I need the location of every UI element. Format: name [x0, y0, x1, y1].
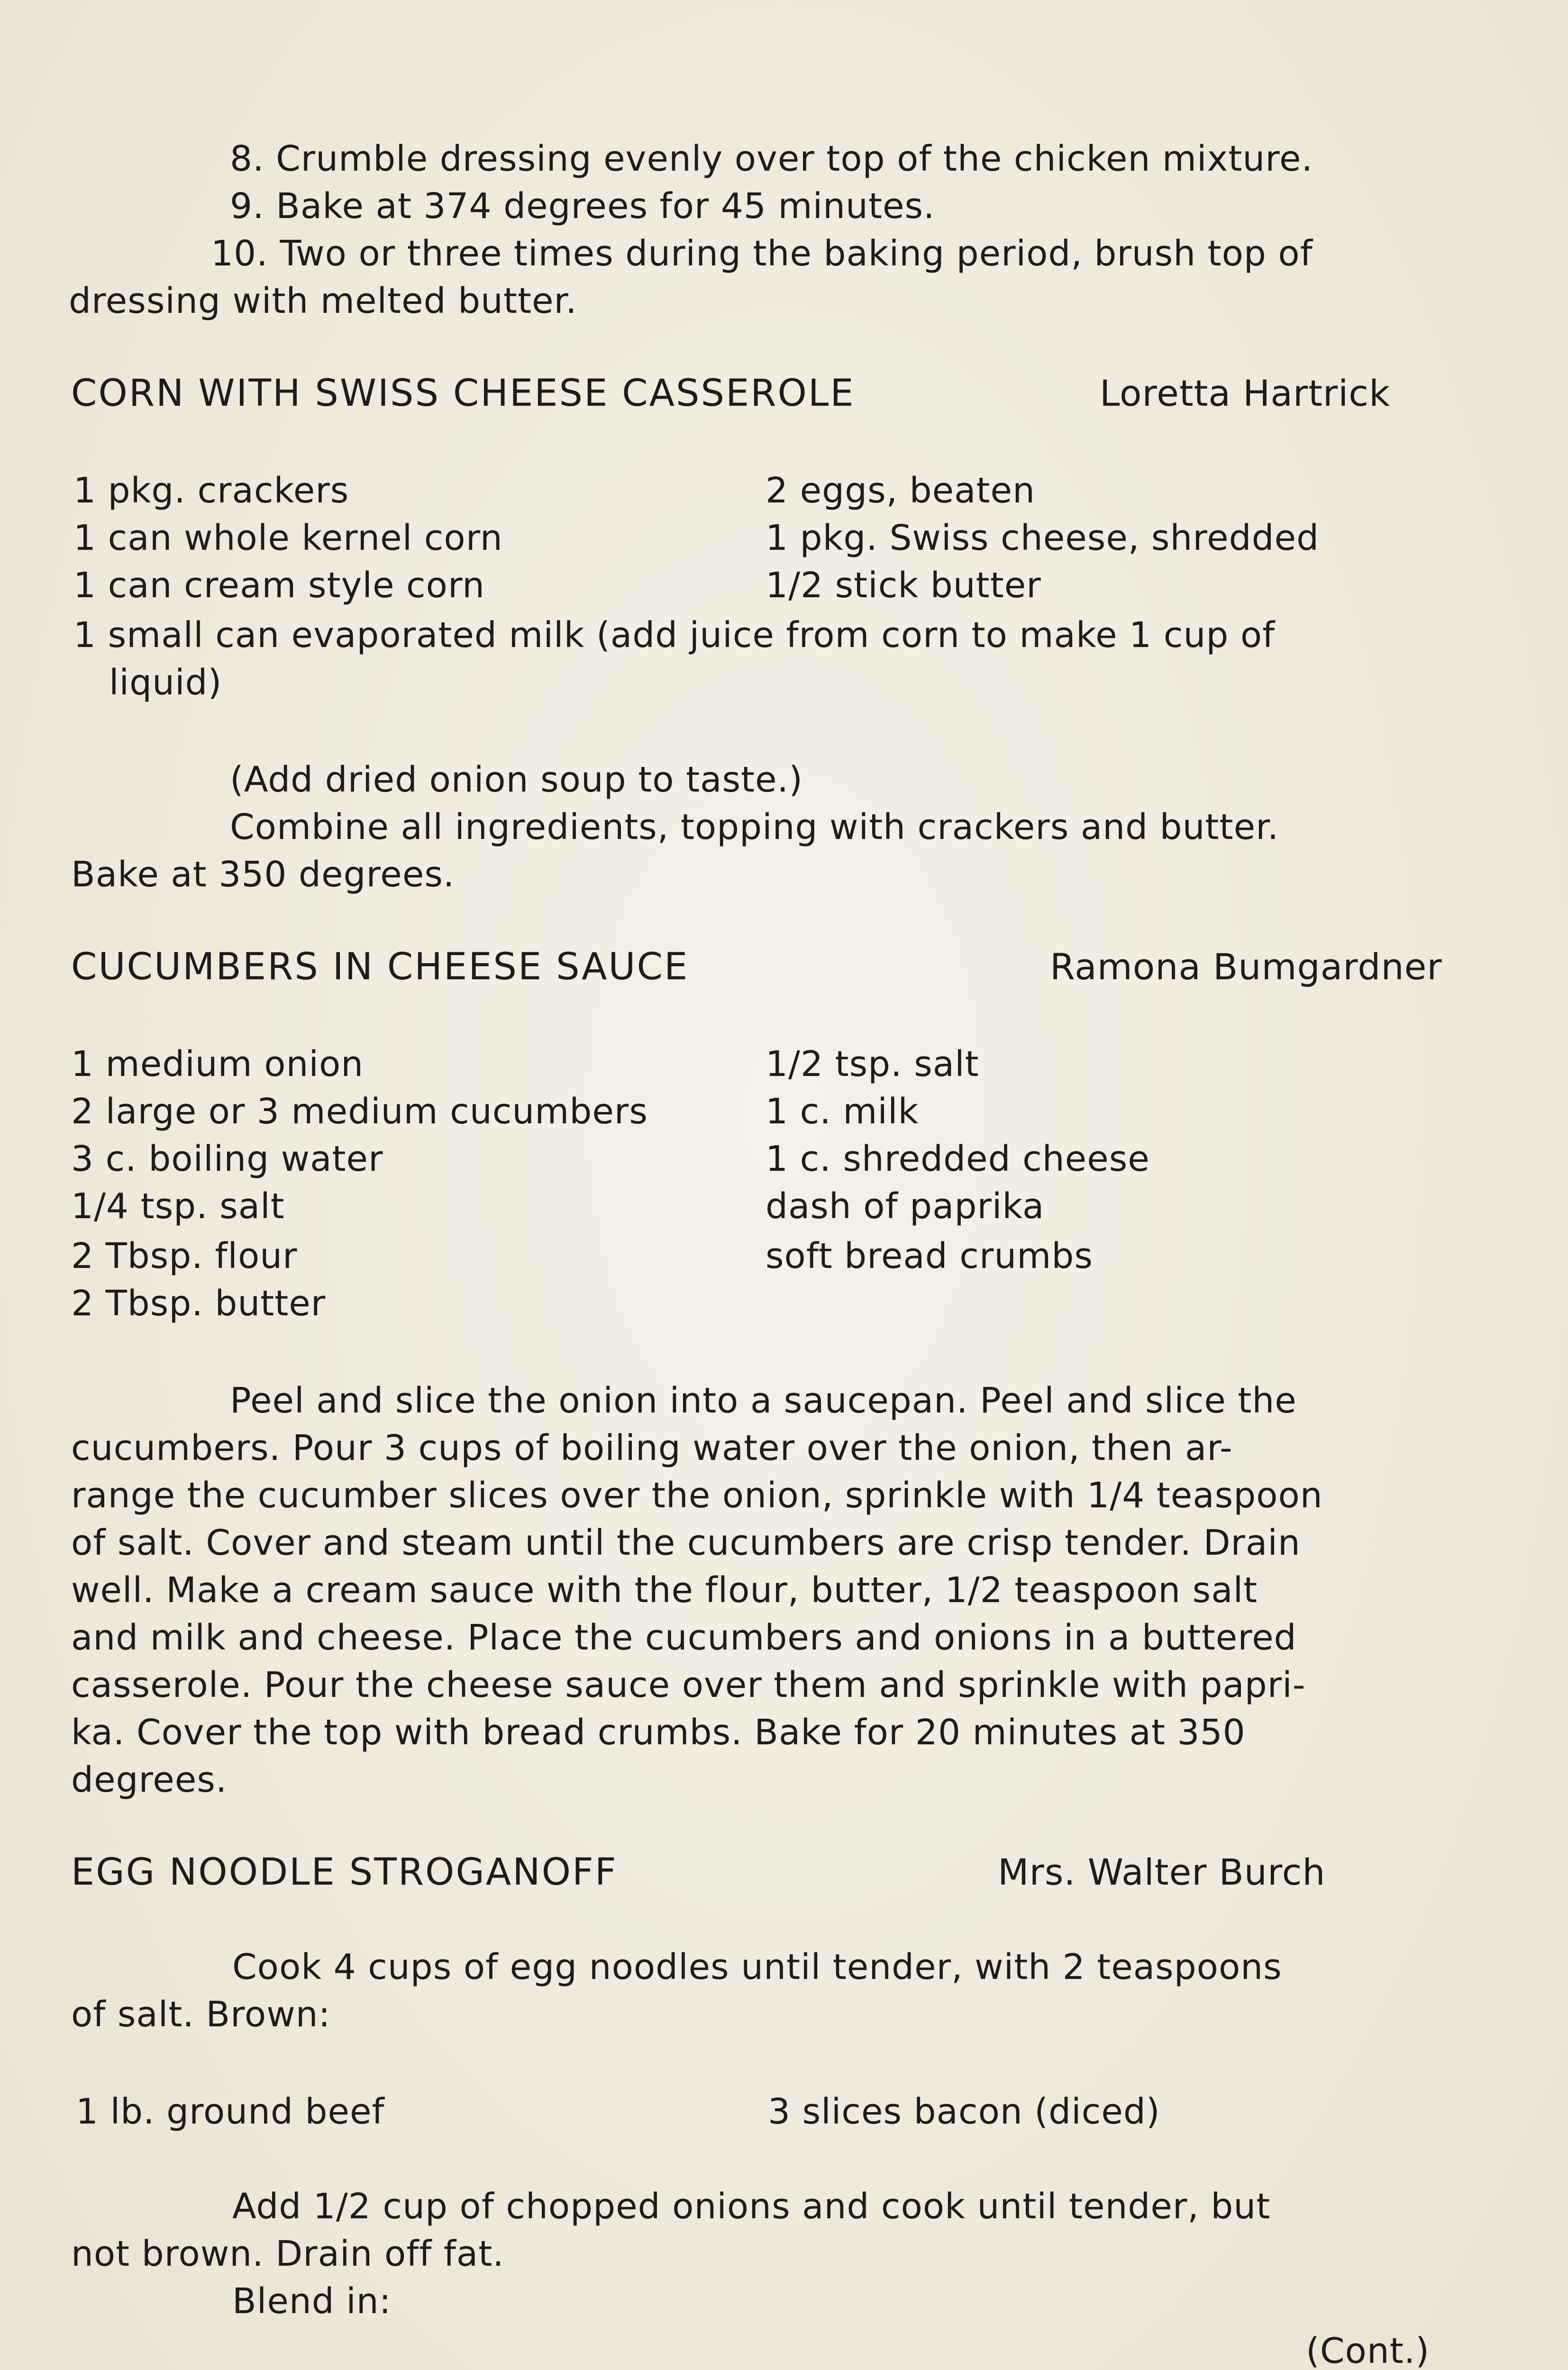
direction: Blend in:: [232, 2281, 392, 2322]
ingredient: 2 large or 3 medium cucumbers: [71, 1091, 648, 1132]
ingredient: 3 c. boiling water: [71, 1139, 383, 1179]
recipe-author: Loretta Hartrick: [1100, 372, 1391, 414]
recipe-title: CORN WITH SWISS CHEESE CASSEROLE: [71, 372, 855, 415]
direction: degrees.: [71, 1759, 228, 1800]
ingredient: 1 c. milk: [766, 1091, 919, 1132]
direction: Add 1/2 cup of chopped onions and cook until tender, but: [232, 2186, 1271, 2227]
intro-step-9: 9. Bake at 374 degrees for 45 minutes.: [230, 186, 935, 227]
direction: Cook 4 cups of egg noodles until tender, with 2 teaspoons: [232, 1947, 1282, 1987]
ingredient: 1 can whole kernel corn: [73, 518, 503, 558]
intro-step-10: 10. Two or three times during the baking period, brush top of: [211, 233, 1313, 274]
direction: (Add dried onion soup to taste.): [230, 759, 803, 800]
direction: of salt. Brown:: [71, 1994, 331, 2035]
intro-step-8: 8. Crumble dressing evenly over top of the chicken mixture.: [230, 138, 1313, 179]
ingredient: 2 Tbsp. flour: [71, 1236, 298, 1276]
ingredient: 1 c. shredded cheese: [766, 1139, 1150, 1179]
ingredient: 1/4 tsp. salt: [71, 1186, 285, 1227]
ingredient: 1 medium onion: [71, 1044, 364, 1085]
ingredient: liquid): [109, 662, 222, 703]
ingredient: 1 can cream style corn: [73, 565, 485, 606]
ingredient: 1 small can evaporated milk (add juice from corn to make 1 cup of: [73, 615, 1276, 656]
ingredient: 1 pkg. Swiss cheese, shredded: [766, 518, 1320, 558]
recipe-title: EGG NOODLE STROGANOFF: [71, 1851, 618, 1894]
direction: Combine all ingredients, topping with crackers and butter.: [230, 807, 1279, 848]
ingredient: 1/2 stick butter: [766, 565, 1041, 606]
continued-note: (Cont.): [1306, 2331, 1430, 2370]
ingredient: 1 lb. ground beef: [76, 2091, 385, 2132]
direction: Bake at 350 degrees.: [71, 854, 455, 895]
direction: not brown. Drain off fat.: [71, 2233, 504, 2274]
ingredient: 2 Tbsp. butter: [71, 1283, 326, 1324]
intro-step-10-cont: dressing with melted butter.: [69, 281, 577, 321]
ingredient: dash of paprika: [766, 1186, 1045, 1227]
ingredient: 1 pkg. crackers: [73, 470, 349, 511]
ingredient: 3 slices bacon (diced): [768, 2091, 1160, 2132]
recipe-author: Ramona Bumgardner: [1050, 946, 1442, 988]
direction: well. Make a cream sauce with the flour, butter, 1/2 teaspoon salt: [71, 1570, 1258, 1611]
direction: ka. Cover the top with bread crumbs. Bake for 20 minutes at 350: [71, 1712, 1246, 1753]
ingredient: soft bread crumbs: [766, 1236, 1093, 1276]
ingredient: 2 eggs, beaten: [766, 470, 1035, 511]
direction: casserole. Pour the cheese sauce over them and sprinkle with papri-: [71, 1665, 1306, 1705]
direction: and milk and cheese. Place the cucumbers and onions in a buttered: [71, 1617, 1297, 1658]
direction: cucumbers. Pour 3 cups of boiling water over the onion, then ar-: [71, 1428, 1233, 1468]
recipe-author: Mrs. Walter Burch: [998, 1851, 1326, 1893]
direction: range the cucumber slices over the onion, sprinkle with 1/4 teaspoon: [71, 1475, 1323, 1516]
direction: of salt. Cover and steam until the cucumbers are crisp tender. Drain: [71, 1522, 1301, 1563]
direction: Peel and slice the onion into a saucepan. Peel and slice the: [230, 1380, 1297, 1421]
ingredient: 1/2 tsp. salt: [766, 1044, 979, 1085]
recipe-title: CUCUMBERS IN CHEESE SAUCE: [71, 946, 689, 988]
